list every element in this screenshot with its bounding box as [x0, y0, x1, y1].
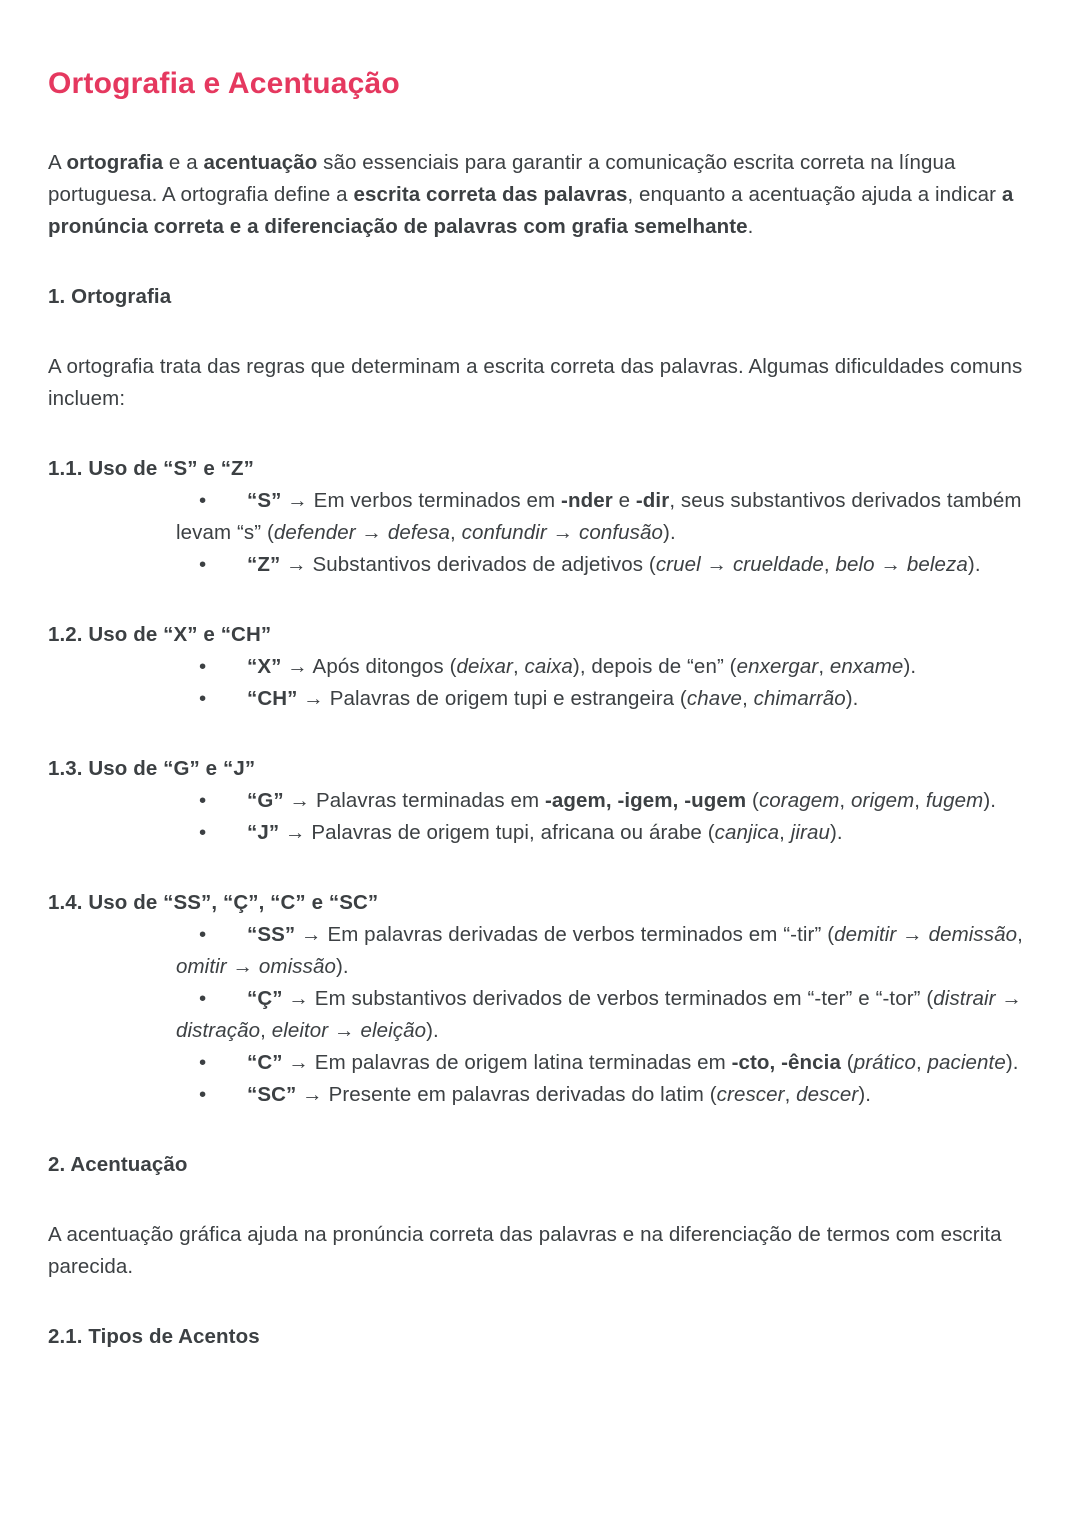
- text-segment: → Palavras de origem tupi e estrangeira (: [297, 687, 687, 710]
- paragraph: [48, 351, 1030, 415]
- text-segment: -nder: [561, 489, 613, 512]
- text-segment: demitir: [834, 923, 897, 946]
- text-segment: 1.3. Uso de “G” e “J”: [48, 757, 256, 780]
- text-segment: coragem: [758, 789, 840, 812]
- text-segment: ,: [450, 521, 462, 544]
- text-segment: → Substantivos derivados de adjetivos (: [280, 553, 656, 576]
- text-segment: jirau: [790, 821, 830, 844]
- text-segment: fugem: [925, 789, 984, 812]
- text-segment: ).: [983, 789, 997, 812]
- text-segment: 1.4. Uso de “SS”, “Ç”, “C” e “SC”: [48, 891, 379, 914]
- text-segment: ,: [742, 687, 754, 710]
- section-heading: [48, 281, 1030, 313]
- list-item: [176, 983, 1030, 1047]
- text-segment: -cto, -ência: [731, 1051, 841, 1074]
- text-segment: -agem, -igem, -ugem: [544, 789, 747, 812]
- text-segment: “S”: [247, 489, 282, 512]
- list-item: [176, 785, 1030, 817]
- text-segment: chave: [686, 687, 743, 710]
- text-segment: 2. Acentuação: [48, 1153, 188, 1176]
- bullet-dot: •: [199, 1051, 207, 1074]
- list-item: [176, 651, 1030, 683]
- text-segment: →: [546, 521, 580, 544]
- text-segment: defender: [273, 521, 356, 544]
- text-segment: A ortografia trata das regras que determinam a escrita correta das palavras. Algumas dificuldades comuns incluem:: [48, 355, 1023, 410]
- text-segment: ,: [512, 655, 525, 678]
- text-segment: “CH”: [247, 687, 298, 710]
- text-segment: ortografia: [66, 151, 164, 174]
- text-segment: distrair: [933, 987, 996, 1010]
- text-segment: → Em substantivos derivados de verbos terminados em “-ter” e “-tor” (: [282, 987, 934, 1010]
- paragraph: [48, 147, 1030, 243]
- text-segment: crescer: [716, 1083, 785, 1106]
- text-segment: ,: [784, 1083, 797, 1106]
- paragraph: [48, 1219, 1030, 1283]
- text-segment: “Z”: [247, 553, 281, 576]
- text-segment: são essenciais para garantir a comunicação escrita correta na língua portuguesa. A ortografia define a: [48, 151, 956, 206]
- list-item: [176, 1079, 1030, 1111]
- text-segment: demissão: [928, 923, 1018, 946]
- bullet-dot: •: [199, 687, 207, 710]
- text-segment: →: [700, 553, 733, 576]
- text-segment: A: [48, 151, 67, 174]
- text-segment: → Palavras de origem tupi, africana ou árabe (: [279, 821, 715, 844]
- text-segment: → Em palavras de origem latina terminadas em: [282, 1051, 732, 1074]
- text-segment: cruel: [655, 553, 701, 576]
- page-title: Ortografia e Acentuação: [48, 67, 400, 100]
- list-item: [176, 1047, 1030, 1079]
- text-segment: ).: [335, 955, 349, 978]
- section-heading: [48, 1149, 1030, 1181]
- text-segment: canjica: [714, 821, 780, 844]
- text-segment: ).: [1005, 1051, 1019, 1074]
- text-segment: ).: [426, 1019, 439, 1042]
- text-segment: enxame: [829, 655, 904, 678]
- text-segment: deixar: [456, 655, 513, 678]
- text-segment: ).: [858, 1083, 872, 1106]
- bullet-dot: •: [199, 553, 207, 576]
- text-segment: → Palavras terminadas em: [283, 789, 545, 812]
- section-heading: [48, 453, 1030, 485]
- section-heading: [48, 1321, 1030, 1353]
- text-segment: eleição: [360, 1019, 427, 1042]
- text-segment: .: [747, 215, 754, 238]
- text-segment: a pronúncia correta e a diferenciação de palavras com grafia semelhante: [48, 183, 1014, 238]
- text-segment: distração: [176, 1019, 261, 1042]
- bullet-dot: •: [199, 923, 207, 946]
- text-segment: →: [896, 923, 929, 946]
- text-segment: A acentuação gráfica ajuda na pronúncia correta das palavras e na diferenciação de termos com escrita parecida.: [48, 1223, 1002, 1278]
- text-segment: ).: [903, 655, 917, 678]
- text-segment: chimarrão: [753, 687, 846, 710]
- text-segment: -dir: [635, 489, 670, 512]
- text-segment: “G”: [247, 789, 284, 812]
- text-segment: →: [874, 553, 907, 576]
- section-heading: [48, 753, 1030, 785]
- text-segment: → Em palavras derivadas de verbos terminados em “-tir” (: [295, 923, 835, 946]
- text-segment: omitir: [176, 955, 227, 978]
- text-segment: confundir: [461, 521, 547, 544]
- text-segment: 1.1. Uso de “S” e “Z”: [48, 457, 255, 480]
- text-segment: , enquanto a acentuação ajuda a indicar: [627, 183, 1002, 206]
- text-segment: (: [746, 789, 759, 812]
- text-segment: paciente: [927, 1051, 1006, 1074]
- section-heading: [48, 619, 1030, 651]
- text-segment: ).: [845, 687, 859, 710]
- text-segment: 1.2. Uso de “X” e “CH”: [48, 623, 272, 646]
- text-segment: “C”: [247, 1051, 283, 1074]
- list-item: [176, 919, 1030, 983]
- text-segment: , seus substantivos derivados também levam “s” (: [176, 489, 1022, 544]
- text-segment: ,: [260, 1019, 272, 1042]
- bullet-dot: •: [199, 489, 207, 512]
- text-segment: acentuação: [203, 151, 318, 174]
- bullet-dot: •: [199, 655, 207, 678]
- text-segment: escrita correta das palavras: [353, 183, 628, 206]
- text-segment: belo: [835, 553, 875, 576]
- text-segment: eleitor: [271, 1019, 329, 1042]
- text-segment: →: [226, 955, 259, 978]
- text-segment: ).: [663, 521, 676, 544]
- list-item: [176, 817, 1030, 849]
- text-segment: confusão: [579, 521, 664, 544]
- text-segment: →: [995, 987, 1023, 1010]
- text-segment: → Em verbos terminados em: [281, 489, 562, 512]
- text-segment: ).: [829, 821, 843, 844]
- text-segment: ,: [1017, 923, 1023, 946]
- text-segment: ,: [839, 789, 852, 812]
- text-segment: enxergar: [736, 655, 819, 678]
- text-segment: “X”: [247, 655, 282, 678]
- text-segment: e a: [163, 151, 204, 174]
- text-segment: 1. Ortografia: [48, 285, 172, 308]
- bullet-dot: •: [199, 789, 207, 812]
- list-item: [176, 683, 1030, 715]
- text-segment: “J”: [247, 821, 280, 844]
- text-segment: crueldade: [732, 553, 824, 576]
- text-segment: beleza: [906, 553, 968, 576]
- list-item: [176, 485, 1030, 549]
- text-segment: “SC”: [247, 1083, 297, 1106]
- text-segment: (: [840, 1051, 854, 1074]
- text-segment: →: [355, 521, 388, 544]
- text-segment: “SS”: [247, 923, 296, 946]
- text-segment: e: [612, 489, 636, 512]
- text-segment: origem: [851, 789, 915, 812]
- text-segment: ,: [779, 821, 791, 844]
- section-heading: [48, 887, 1030, 919]
- text-segment: omissão: [258, 955, 336, 978]
- text-segment: prático: [853, 1051, 916, 1074]
- text-segment: caixa: [524, 655, 573, 678]
- text-segment: →: [328, 1019, 361, 1042]
- text-segment: → Presente em palavras derivadas do latim (: [296, 1083, 717, 1106]
- text-segment: defesa: [387, 521, 450, 544]
- text-segment: ).: [967, 553, 981, 576]
- text-segment: 2.1. Tipos de Acentos: [48, 1325, 260, 1348]
- text-segment: ,: [915, 1051, 928, 1074]
- text-segment: ), depois de “en” (: [572, 655, 737, 678]
- text-segment: ,: [818, 655, 830, 678]
- text-segment: → Após ditongos (: [281, 655, 457, 678]
- bullet-dot: •: [199, 1083, 207, 1106]
- text-segment: “Ç”: [247, 987, 283, 1010]
- document-body: [48, 147, 1030, 1353]
- text-segment: ,: [823, 553, 836, 576]
- bullet-dot: •: [199, 821, 207, 844]
- text-segment: descer: [796, 1083, 859, 1106]
- list-item: [176, 549, 1030, 581]
- bullet-dot: •: [199, 987, 207, 1010]
- text-segment: ,: [914, 789, 926, 812]
